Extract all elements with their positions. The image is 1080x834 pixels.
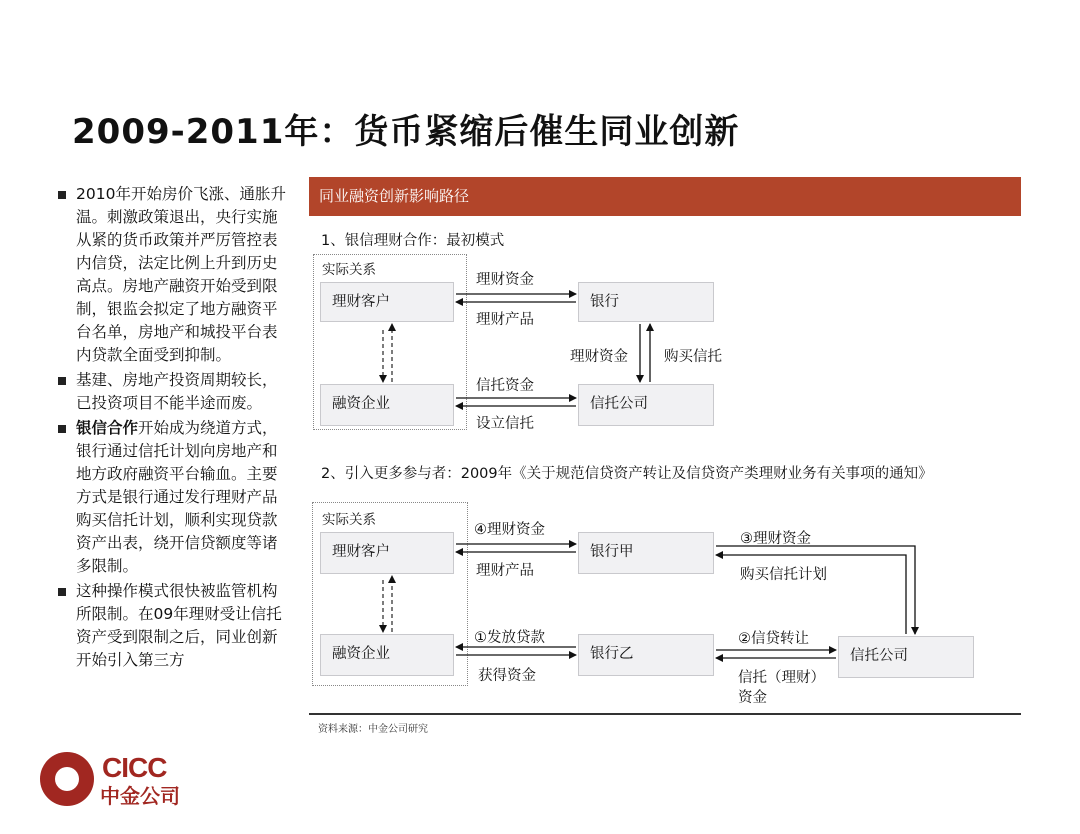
cicc-logo — [40, 752, 200, 808]
box-firm: 融资企业 — [320, 384, 454, 426]
label-trust-to-firm: 设立信托 — [476, 416, 534, 432]
panel-header: 同业融资创新影响路径 — [309, 177, 1021, 216]
label-bank-a-to-trust: ③理财资金 — [740, 531, 811, 547]
logo-mark-icon — [40, 752, 94, 806]
label-firm-to-trust: 信托资金 — [476, 378, 534, 394]
bullet-text: 这种操作模式很快被监管机构所限制。在09年理财受让信托资产受到限制之后，同业创新开始引入第三方 — [76, 582, 282, 669]
arrow-bank-a-to-trust — [716, 546, 915, 634]
source-note: 资料来源：中金公司研究 — [318, 724, 428, 735]
label-trust-to-bank-b-line1: 信托（理财） — [738, 670, 825, 686]
box-client: 理财客户 — [320, 282, 454, 322]
label-client-to-bank-a: ④理财资金 — [474, 522, 545, 538]
label-trust-to-bank-a: 购买信托计划 — [740, 567, 827, 583]
label-bank-a-to-client: 理财产品 — [476, 563, 534, 579]
bullet-bold: 银信合作 — [76, 419, 139, 437]
bullet-text: 基建、房地产投资周期较长，已投资项目不能半途而废。 — [76, 371, 278, 412]
bullet-text: 2010年开始房价飞涨、通胀升温。刺激政策退出，央行实施从紧的货币政策并严厉管控表内信贷，法定比例上升到历史高点。房地产融资开始受到限制，银监会拟定了地方融资平台名单，房地产和城投平台表内贷款全面受到抑制。 — [76, 185, 286, 364]
box-bank: 银行 — [578, 282, 714, 322]
bullet-text: 开始成为绕道方式，银行通过信托计划向房地产和地方政府融资平台输血。主要方式是银行通过发行理财产品购买信托计划，顺利实现贷款资产出表，绕开信贷额度等诸多限制。 — [76, 419, 278, 575]
arrow-trust-to-bank-a — [716, 555, 906, 634]
section1-heading: 1、银信理财合作：最初模式 — [321, 233, 505, 249]
label-firm-to-bank-b: 获得资金 — [478, 668, 536, 684]
box-bank-b: 银行乙 — [578, 634, 714, 676]
logo-text-en: CICC — [102, 752, 167, 783]
box-firm-2: 融资企业 — [320, 634, 454, 676]
section1-relation-label: 实际关系 — [322, 262, 376, 278]
label-bank-to-trust: 理财资金 — [570, 349, 628, 365]
box-bank-a: 银行甲 — [578, 532, 714, 574]
label-bank-b-to-firm: ①发放贷款 — [474, 630, 545, 646]
page-title: 2009-2011年：货币紧缩后催生同业创新 — [72, 112, 740, 152]
box-trust-2: 信托公司 — [838, 636, 974, 678]
box-trust: 信托公司 — [578, 384, 714, 426]
logo-text-cn: 中金公司 — [100, 784, 180, 808]
label-trust-to-bank: 购买信托 — [664, 349, 722, 365]
label-client-to-bank: 理财资金 — [476, 272, 534, 288]
box-client-2: 理财客户 — [320, 532, 454, 574]
label-trust-to-bank-b-line2: 资金 — [738, 690, 767, 706]
label-bank-to-client: 理财产品 — [476, 312, 534, 328]
label-bank-b-to-trust: ②信贷转让 — [738, 631, 809, 647]
section2-relation-label: 实际关系 — [322, 512, 376, 528]
section2-heading: 2、引入更多参与者：2009年《关于规范信贷资产转让及信贷资产类理财业务有关事项的通知》 — [321, 466, 933, 482]
